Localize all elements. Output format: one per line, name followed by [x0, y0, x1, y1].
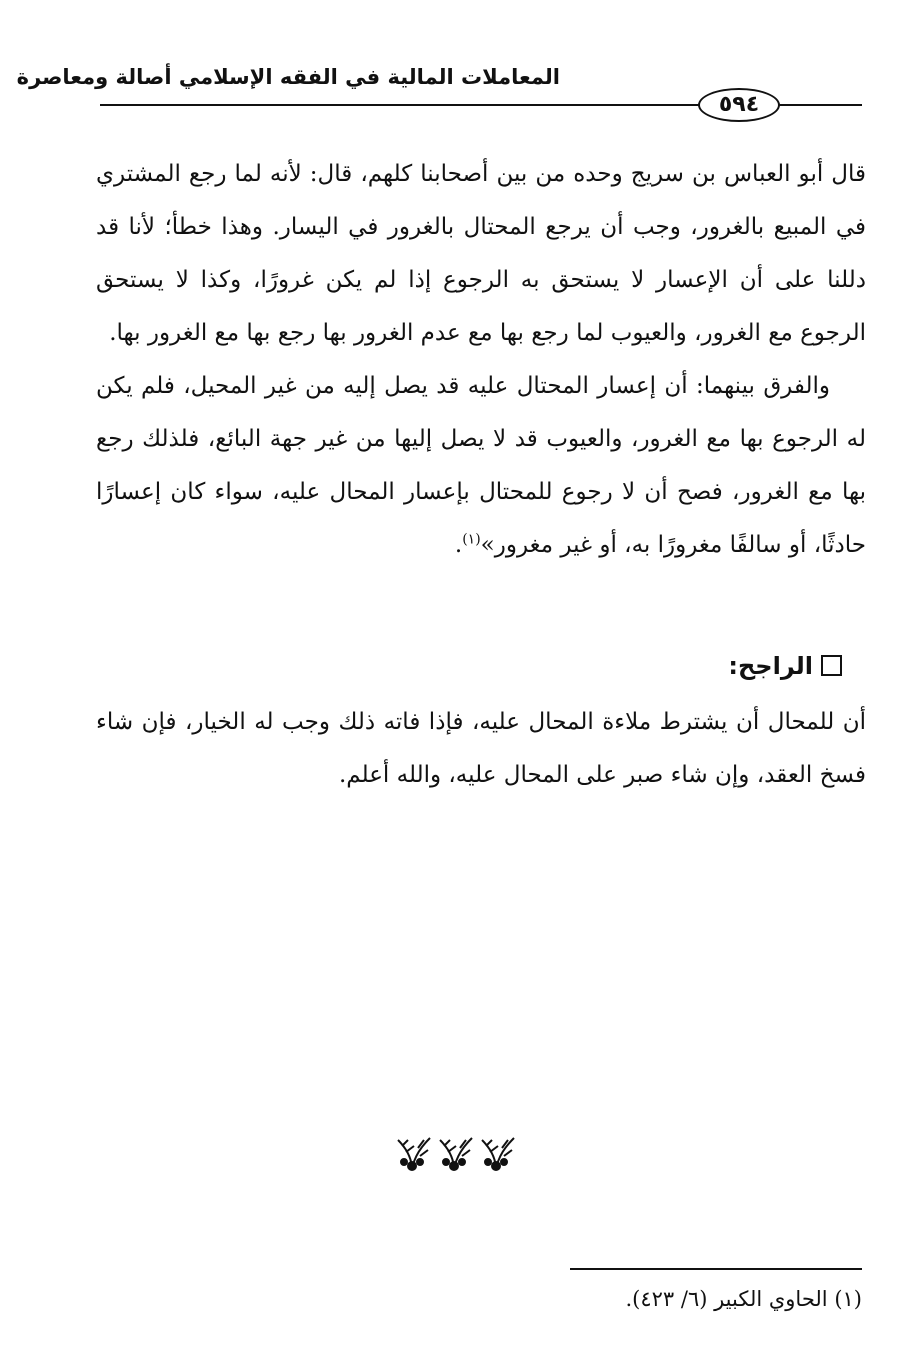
footnote-separator	[570, 1268, 862, 1270]
paragraph	[96, 360, 866, 572]
square-bullet-icon	[821, 655, 842, 676]
footnote	[480, 1282, 862, 1316]
page-number: ٥٩٤	[698, 88, 780, 122]
paragraph-end-mark: .	[454, 532, 463, 558]
header-rule	[100, 104, 700, 106]
conclusion-text	[96, 696, 866, 802]
floral-divider-icon	[392, 1132, 522, 1172]
running-title: المعاملات المالية في الفقه الإسلامي أصالة ومعاصرة	[16, 65, 560, 89]
header-rule-tail	[778, 104, 862, 106]
section-heading-text: الراجح:	[728, 652, 813, 680]
paragraph-text: والفرق بينهما: أن إعسار المحتال عليه قد يصل إليه من غير المحيل، فلم يكن له الرجوع بها مع الغرور، والعيوب قد لا يصل إليها من غير جهة البائع، فلذلك رجع بها مع الغرور، فصح أن لا رجوع للمحتال بإعسار المحال عليه، سواء كان إعسارًا حادثًا، أو سالفًا مغرورًا به، أو غير مغرور»	[96, 373, 866, 558]
footnote-marker: (١)	[834, 1287, 862, 1311]
section-heading	[560, 646, 842, 686]
paragraph: قال أبو العباس بن سريج وحده من بين أصحابنا كلهم، قال: لأنه لما رجع المشتري في المبيع بالغرور، وجب أن يرجع المحتال بالغرور في اليسار. وهذا خطأ؛ لأنا قد دللنا على أن الإعسار لا يستحق به الرجوع إذا لم يكن غرورًا، وكذا لا يستحق الرجوع مع الغرور، والعيوب لما رجع بها مع عدم الغرور بها رجع بها مع الغرور بها.	[96, 161, 866, 346]
footnote-reference: (١)	[462, 531, 481, 548]
paragraph: أن للمحال أن يشترط ملاءة المحال عليه، فإذا فاته ذلك وجب له الخيار، فإن شاء فسخ العقد، وإن شاء صبر على المحال عليه، والله أعلم.	[96, 709, 866, 788]
main-text	[96, 148, 866, 572]
footnote-text: الحاوي الكبير (٦/ ٤٢٣).	[625, 1287, 828, 1311]
